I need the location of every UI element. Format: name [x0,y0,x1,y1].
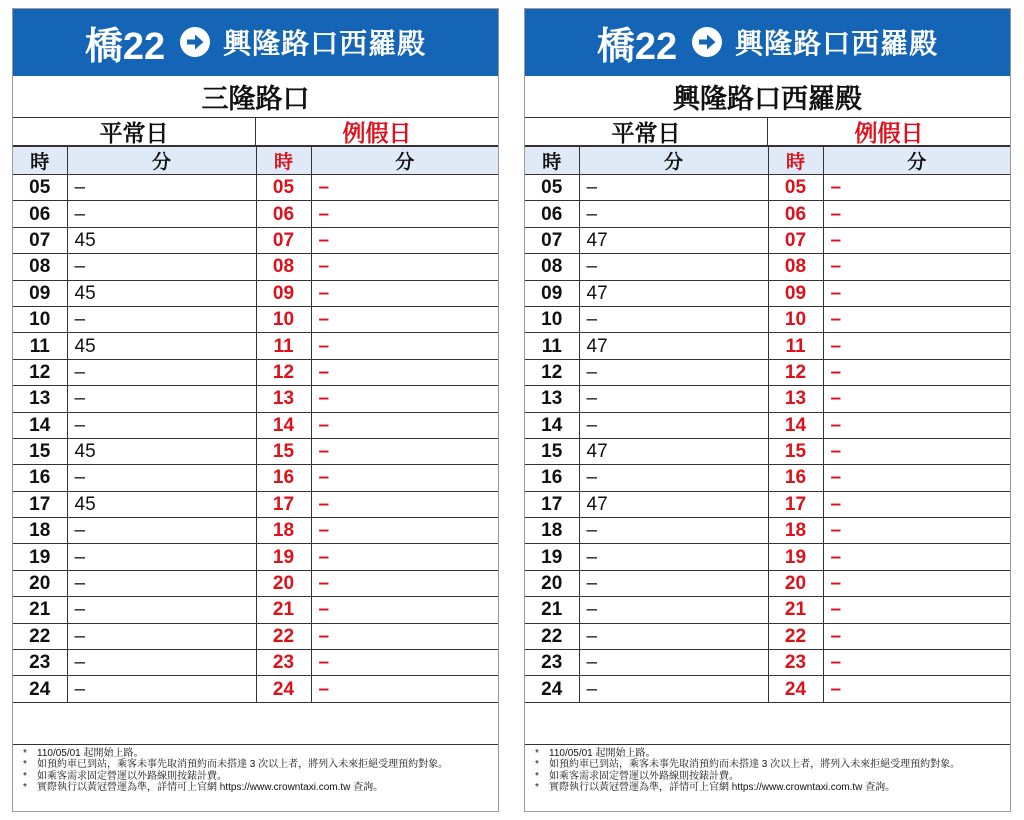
holiday-minute-cell: – [823,175,1010,201]
holiday-hour-cell: 16 [256,465,311,491]
table-row [13,465,498,491]
timetable-body [525,175,1010,703]
column-header-row [525,147,1010,175]
holiday-minute-cell: – [311,280,498,306]
weekday-hour-cell: 09 [525,280,579,306]
holiday-hour-cell: 23 [256,650,311,676]
holiday-hour-cell: 20 [256,570,311,596]
timetable [525,146,1010,703]
holiday-minute-cell: – [823,570,1010,596]
note-item [535,748,1010,760]
holiday-hour-cell: 18 [768,518,823,544]
table-row [525,201,1010,227]
route-header [525,9,1010,76]
holiday-minute-cell: – [823,650,1010,676]
weekday-minute-cell: – [67,306,256,332]
route-destination: 興隆路口西羅殿 [735,28,939,59]
holiday-minute-cell: – [823,491,1010,517]
holiday-hour-cell: 07 [768,227,823,253]
note-marker: * [23,759,27,771]
holiday-hour-cell: 24 [768,676,823,702]
weekday-minute-cell: – [67,386,256,412]
holiday-minute-cell: – [311,438,498,464]
holiday-minute-cell: – [823,465,1010,491]
weekday-minute-cell: – [67,465,256,491]
weekday-hour-cell: 08 [525,254,579,280]
holiday-minute-cell: – [823,359,1010,385]
holiday-minute-cell: – [311,359,498,385]
weekday-hour-cell: 07 [13,227,67,253]
table-row [525,306,1010,332]
weekday-minute-cell: – [579,518,768,544]
weekday-hour-cell: 10 [13,306,67,332]
weekday-hour-cell: 23 [525,650,579,676]
holiday-minute-cell: – [311,570,498,596]
holiday-minute-cell: – [823,623,1010,649]
holiday-hour-cell: 23 [768,650,823,676]
note-marker: * [535,782,539,794]
holiday-hour-cell: 15 [768,438,823,464]
table-row [13,386,498,412]
weekday-minute-cell: 47 [579,227,768,253]
holiday-minute-cell: – [311,597,498,623]
weekday-hour-cell: 22 [13,623,67,649]
holiday-minute-cell: – [311,386,498,412]
table-row [525,518,1010,544]
holiday-minute-cell: – [311,650,498,676]
weekday-hour-cell: 24 [525,676,579,702]
weekday-minute-cell: – [67,359,256,385]
holiday-hour-cell: 10 [256,306,311,332]
weekday-hour-cell: 18 [13,518,67,544]
note-marker: * [23,747,27,759]
holiday-label: 例假日 [342,120,412,146]
note-item [23,782,498,794]
weekday-minute-cell: – [579,201,768,227]
holiday-hour-cell: 09 [256,280,311,306]
stop-name: 興隆路口西羅殿 [525,76,1010,118]
note-text: 如預約車已到站，乘客未事先取消預約而未搭達 3 次以上者，將列入未來拒絕受理預約對象。 [549,759,961,771]
table-row [525,465,1010,491]
table-row [13,623,498,649]
holiday-hour-cell: 06 [768,201,823,227]
holiday-hour-cell: 05 [768,175,823,201]
weekday-minute-cell: – [579,676,768,702]
weekday-minute-cell: – [67,570,256,596]
weekday-hour-header: 時 [13,147,67,175]
weekday-minute-cell: – [67,518,256,544]
table-row [525,359,1010,385]
weekday-hour-cell: 20 [525,570,579,596]
table-row [13,280,498,306]
weekday-minute-cell: – [579,175,768,201]
holiday-hour-header: 時 [256,147,311,175]
weekday-hour-cell: 15 [525,438,579,464]
holiday-minute-cell: – [311,544,498,570]
weekday-hour-cell: 19 [525,544,579,570]
weekday-minute-cell: – [579,465,768,491]
weekday-minute-cell: – [579,650,768,676]
weekday-hour-cell: 15 [13,438,67,464]
holiday-hour-cell: 12 [256,359,311,385]
weekday-hour-cell: 21 [13,597,67,623]
table-row [13,254,498,280]
timetable [13,146,498,703]
holiday-hour-cell: 16 [768,465,823,491]
weekday-minute-cell: 47 [579,280,768,306]
table-row [13,306,498,332]
holiday-minute-cell: – [311,676,498,702]
weekday-hour-cell: 14 [13,412,67,438]
holiday-minute-cell: – [823,676,1010,702]
holiday-minute-cell: – [823,201,1010,227]
weekday-hour-cell: 19 [13,544,67,570]
weekday-minute-cell: 47 [579,438,768,464]
holiday-hour-cell: 15 [256,438,311,464]
weekday-hour-cell: 05 [525,175,579,201]
holiday-label: 例假日 [854,120,924,146]
weekday-minute-cell: – [579,570,768,596]
weekday-minute-cell: – [579,544,768,570]
holiday-hour-cell: 11 [256,333,311,359]
note-item [535,771,1010,783]
holiday-hour-cell: 13 [768,386,823,412]
holiday-minute-cell: – [311,306,498,332]
holiday-hour-cell: 14 [768,412,823,438]
route-destination: 興隆路口西羅殿 [223,28,427,59]
day-type-row [13,118,498,146]
stop-name: 三隆路口 [13,76,498,118]
weekday-minute-cell: – [67,597,256,623]
holiday-hour-cell: 08 [768,254,823,280]
weekday-hour-cell: 17 [13,491,67,517]
weekday-minute-cell: – [67,623,256,649]
table-row [525,412,1010,438]
holiday-minute-cell: – [311,491,498,517]
holiday-minute-cell: – [823,438,1010,464]
holiday-minute-cell: – [311,254,498,280]
note-item [23,759,498,771]
timetable-panel-right [524,8,1011,812]
holiday-minute-cell: – [823,333,1010,359]
holiday-minute-cell: – [823,227,1010,253]
holiday-minute-cell: – [823,254,1010,280]
holiday-hour-cell: 19 [768,544,823,570]
weekday-hour-cell: 17 [525,491,579,517]
holiday-hour-cell: 21 [256,597,311,623]
notes [13,745,498,794]
holiday-minute-cell: – [823,412,1010,438]
weekday-minute-cell: – [579,386,768,412]
table-row [13,491,498,517]
holiday-hour-cell: 05 [256,175,311,201]
table-row [525,175,1010,201]
holiday-minute-cell: – [311,412,498,438]
timetable-panel-left [12,8,499,812]
holiday-hour-cell: 19 [256,544,311,570]
table-row [525,623,1010,649]
notes [525,745,1010,794]
weekday-hour-cell: 13 [525,386,579,412]
note-marker: * [23,782,27,794]
note-text: 110/05/01 起開始上路。 [37,747,144,759]
note-item [535,759,1010,771]
holiday-minute-header: 分 [823,147,1010,175]
column-header-row [13,147,498,175]
holiday-hour-cell: 22 [256,623,311,649]
holiday-hour-cell: 22 [768,623,823,649]
holiday-minute-cell: – [311,623,498,649]
weekday-hour-cell: 12 [13,359,67,385]
holiday-minute-cell: – [823,518,1010,544]
weekday-minute-cell: – [67,676,256,702]
holiday-hour-cell: 09 [768,280,823,306]
weekday-minute-cell: 45 [67,438,256,464]
table-row [13,676,498,702]
note-item [535,782,1010,794]
blank-area [13,703,498,745]
note-item [23,771,498,783]
weekday-hour-header: 時 [525,147,579,175]
weekday-hour-cell: 16 [13,465,67,491]
holiday-hour-cell: 10 [768,306,823,332]
weekday-minute-cell: – [67,175,256,201]
weekday-minute-cell: 47 [579,491,768,517]
holiday-hour-cell: 18 [256,518,311,544]
note-text: 如乘客需求固定營運以外路線則按錶計費。 [549,770,739,782]
holiday-minute-cell: – [311,227,498,253]
note-marker: * [535,770,539,782]
weekday-minute-cell: 45 [67,491,256,517]
table-row [525,227,1010,253]
holiday-hour-cell: 12 [768,359,823,385]
weekday-hour-cell: 12 [525,359,579,385]
weekday-minute-cell: – [579,623,768,649]
weekday-minute-cell: – [579,359,768,385]
weekday-hour-cell: 14 [525,412,579,438]
weekday-hour-cell: 09 [13,280,67,306]
weekday-hour-cell: 20 [13,570,67,596]
weekday-minute-cell: 47 [579,333,768,359]
weekday-hour-cell: 06 [13,201,67,227]
table-row [525,650,1010,676]
weekday-minute-cell: – [579,412,768,438]
note-text: 110/05/01 起開始上路。 [549,747,656,759]
route-number: 橋22 [84,25,166,68]
table-row [13,570,498,596]
weekday-minute-header: 分 [67,147,256,175]
table-row [525,597,1010,623]
table-row [525,254,1010,280]
weekday-label: 平常日 [13,118,256,145]
holiday-hour-cell: 06 [256,201,311,227]
weekday-minute-cell: – [67,544,256,570]
holiday-hour-cell: 24 [256,676,311,702]
table-row [525,438,1010,464]
weekday-hour-cell: 10 [525,306,579,332]
timetable-body [13,175,498,703]
weekday-hour-cell: 07 [525,227,579,253]
right-arrow-circle-icon [691,26,723,58]
table-row [525,544,1010,570]
holiday-hour-cell: 08 [256,254,311,280]
weekday-hour-cell: 23 [13,650,67,676]
table-row [525,386,1010,412]
weekday-hour-cell: 18 [525,518,579,544]
holiday-hour-cell: 17 [768,491,823,517]
weekday-hour-cell: 11 [13,333,67,359]
holiday-minute-cell: – [311,201,498,227]
weekday-minute-cell: – [579,597,768,623]
weekday-minute-header: 分 [579,147,768,175]
note-text: 如乘客需求固定營運以外路線則按錶計費。 [37,770,227,782]
weekday-minute-cell: – [67,201,256,227]
holiday-hour-cell: 20 [768,570,823,596]
route-number: 橋22 [596,25,678,68]
holiday-hour-cell: 11 [768,333,823,359]
holiday-minute-cell: – [823,544,1010,570]
note-text: 實際執行以黃冠營運為準，詳情可上官網 https://www.crowntaxi.com.tw 查詢。 [549,782,896,794]
table-row [525,491,1010,517]
table-row [525,570,1010,596]
holiday-minute-cell: – [311,175,498,201]
holiday-hour-header: 時 [768,147,823,175]
holiday-minute-cell: – [311,465,498,491]
table-row [525,333,1010,359]
holiday-hour-cell: 14 [256,412,311,438]
holiday-minute-cell: – [823,280,1010,306]
holiday-hour-cell: 17 [256,491,311,517]
weekday-hour-cell: 11 [525,333,579,359]
table-row [525,676,1010,702]
table-row [13,438,498,464]
table-row [13,597,498,623]
weekday-minute-cell: – [67,412,256,438]
blank-area [525,703,1010,745]
table-row [525,280,1010,306]
weekday-hour-cell: 13 [13,386,67,412]
note-text: 實際執行以黃冠營運為準，詳情可上官網 https://www.crowntaxi.com.tw 查詢。 [37,782,384,794]
table-row [13,650,498,676]
weekday-minute-cell: – [579,306,768,332]
weekday-hour-cell: 22 [525,623,579,649]
weekday-minute-cell: 45 [67,333,256,359]
holiday-minute-cell: – [823,386,1010,412]
holiday-minute-cell: – [823,306,1010,332]
note-marker: * [535,759,539,771]
table-row [13,227,498,253]
weekday-hour-cell: 16 [525,465,579,491]
holiday-hour-cell: 13 [256,386,311,412]
weekday-hour-cell: 24 [13,676,67,702]
weekday-hour-cell: 08 [13,254,67,280]
weekday-minute-cell: – [67,254,256,280]
weekday-hour-cell: 06 [525,201,579,227]
weekday-minute-cell: 45 [67,227,256,253]
day-type-row [525,118,1010,146]
table-row [13,175,498,201]
note-text: 如預約車已到站，乘客未事先取消預約而未搭達 3 次以上者，將列入未來拒絕受理預約對象。 [37,759,449,771]
weekday-minute-cell: – [579,254,768,280]
holiday-minute-cell: – [311,518,498,544]
right-arrow-circle-icon [179,26,211,58]
table-row [13,359,498,385]
holiday-minute-cell: – [823,597,1010,623]
note-marker: * [23,770,27,782]
holiday-hour-cell: 07 [256,227,311,253]
weekday-minute-cell: – [67,650,256,676]
table-row [13,544,498,570]
table-row [13,412,498,438]
holiday-hour-cell: 21 [768,597,823,623]
holiday-minute-cell: – [311,333,498,359]
weekday-label: 平常日 [525,118,768,145]
table-row [13,201,498,227]
weekday-minute-cell: 45 [67,280,256,306]
holiday-minute-header: 分 [311,147,498,175]
note-marker: * [535,747,539,759]
weekday-hour-cell: 21 [525,597,579,623]
route-header [13,9,498,76]
weekday-hour-cell: 05 [13,175,67,201]
table-row [13,518,498,544]
note-item [23,748,498,760]
table-row [13,333,498,359]
